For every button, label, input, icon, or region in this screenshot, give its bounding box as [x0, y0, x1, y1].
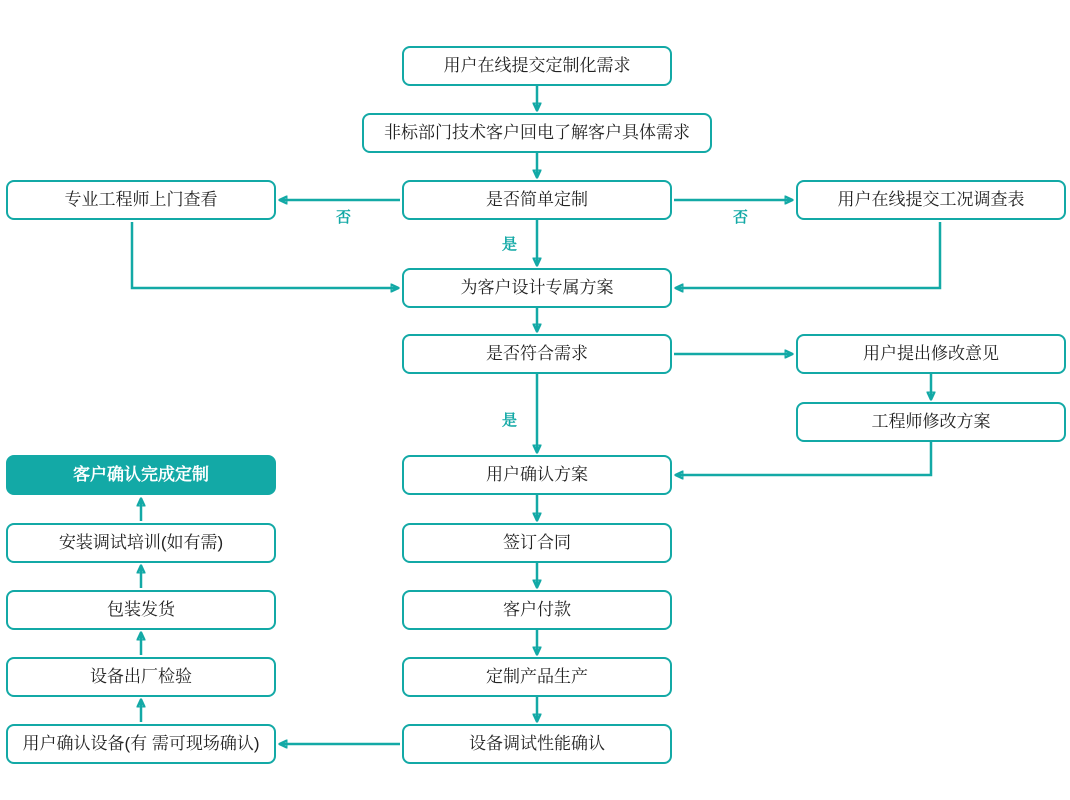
node-label: 用户确认设备(有 需可现场确认) [22, 733, 260, 753]
edge-label-no-right: 否 [733, 209, 749, 226]
node-installation-training[interactable] [6, 523, 276, 563]
node-commissioning-performance[interactable] [402, 724, 672, 764]
node-label: 专业工程师上门查看 [64, 189, 218, 209]
node-user-confirm-equipment[interactable] [6, 724, 276, 764]
node-label: 设备出厂检验 [90, 666, 192, 686]
node-label: 是否简单定制 [486, 189, 588, 209]
node-user-revision-feedback[interactable] [796, 334, 1066, 374]
node-meets-requirements[interactable] [402, 334, 672, 374]
node-label: 是否符合需求 [486, 343, 588, 363]
node-sign-contract[interactable] [402, 523, 672, 563]
node-label: 用户提出修改意见 [863, 343, 999, 363]
node-factory-inspection[interactable] [6, 657, 276, 697]
node-callback-understand-needs[interactable] [362, 113, 712, 153]
node-submit-condition-survey[interactable] [796, 180, 1066, 220]
node-label: 签订合同 [503, 532, 571, 552]
node-label: 定制产品生产 [486, 666, 588, 686]
node-engineer-revise-plan[interactable] [796, 402, 1066, 442]
node-design-exclusive-plan[interactable] [402, 268, 672, 308]
node-label: 安装调试培训(如有需) [58, 532, 224, 552]
edge-label-yes-lower: 是 [502, 412, 518, 429]
node-label: 用户在线提交定制化需求 [443, 55, 631, 75]
node-engineer-onsite-inspection[interactable] [6, 180, 276, 220]
node-label: 设备调试性能确认 [469, 733, 605, 753]
node-custom-production[interactable] [402, 657, 672, 697]
node-label: 非标部门技术客户回电了解客户具体需求 [384, 122, 690, 142]
node-label: 工程师修改方案 [871, 411, 991, 431]
node-label: 用户在线提交工况调查表 [837, 189, 1025, 209]
node-customer-payment[interactable] [402, 590, 672, 630]
node-label: 用户确认方案 [486, 464, 588, 484]
node-label: 包装发货 [107, 599, 175, 619]
node-label: 客户付款 [503, 599, 571, 619]
node-user-confirm-plan[interactable] [402, 455, 672, 495]
node-packaging-shipping[interactable] [6, 590, 276, 630]
edge-label-no-left: 否 [336, 209, 352, 226]
node-customer-confirm-complete[interactable] [6, 455, 276, 495]
edge-label-yes-upper: 是 [502, 236, 518, 253]
node-label: 为客户设计专属方案 [460, 277, 614, 297]
node-is-simple-customization[interactable] [402, 180, 672, 220]
node-label: 客户确认完成定制 [73, 464, 209, 484]
node-submit-custom-request[interactable] [402, 46, 672, 86]
